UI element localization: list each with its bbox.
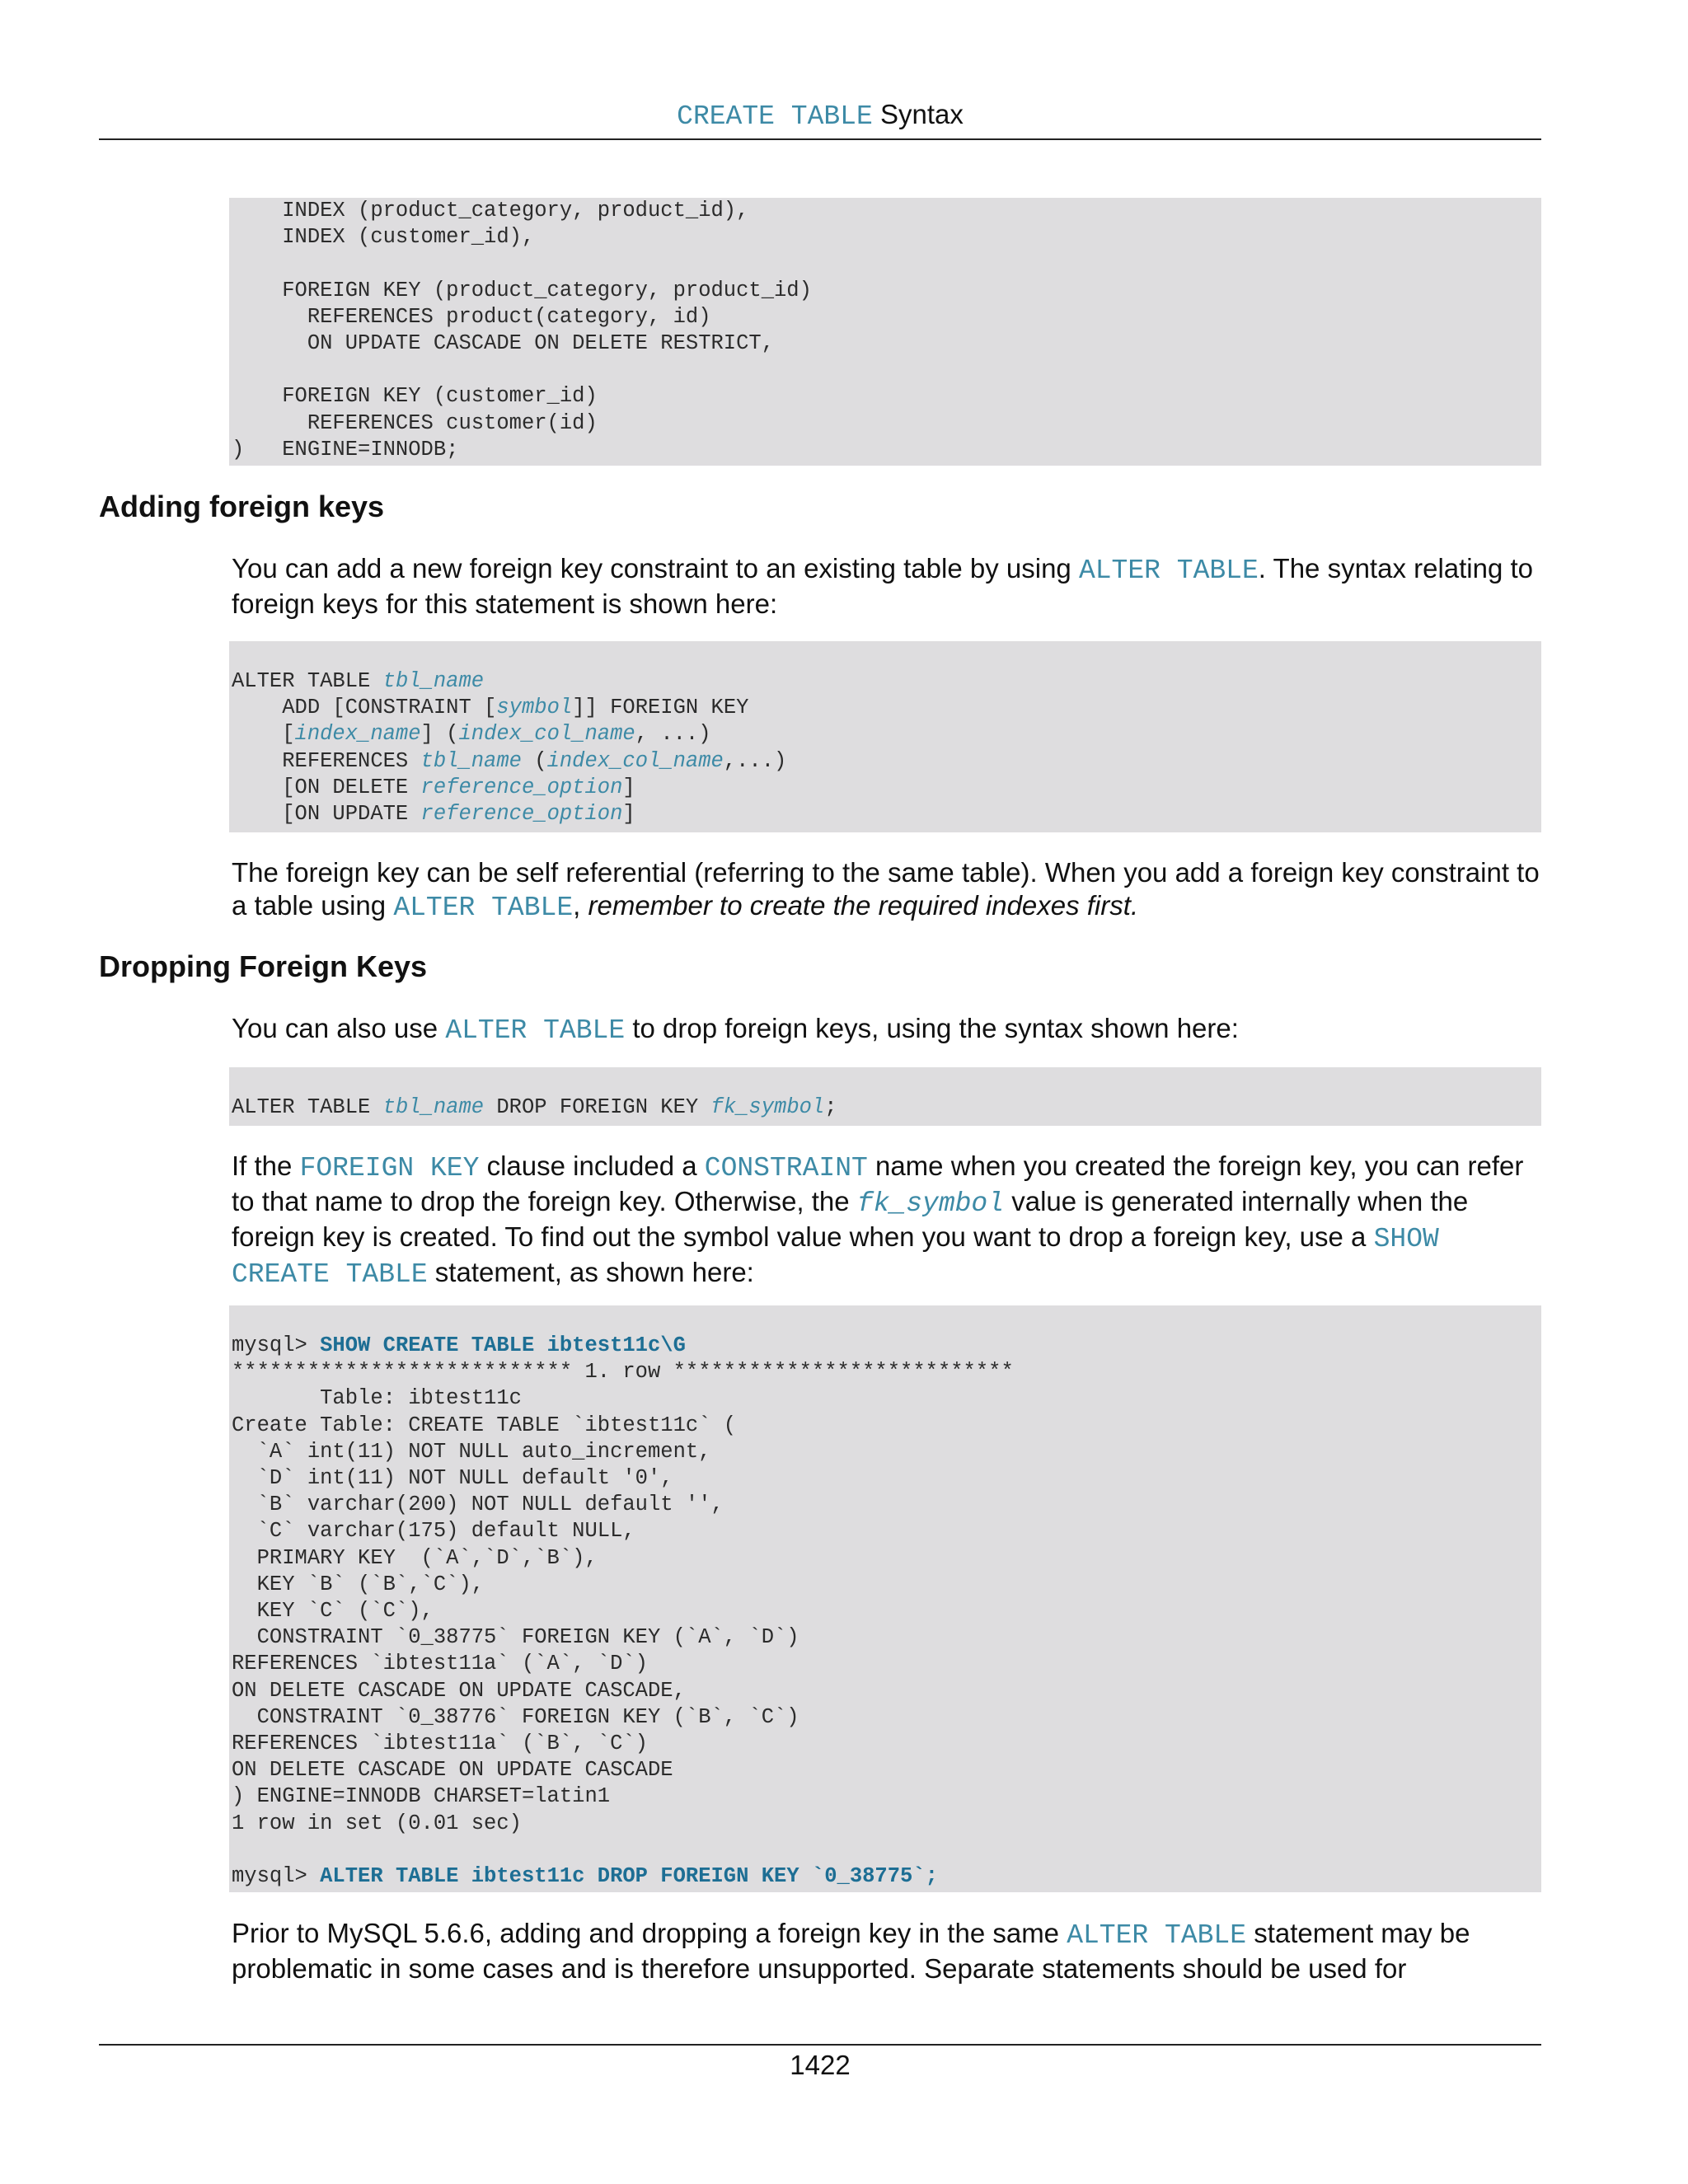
page-number: 1422 xyxy=(790,2050,851,2080)
fk-symbol-var: fk_symbol xyxy=(856,1188,1005,1219)
constraint-link[interactable]: CONSTRAINT xyxy=(704,1153,868,1183)
alter-table-link[interactable]: ALTER TABLE xyxy=(445,1015,626,1046)
code-block-create-table: INDEX (product_category, product_id), INDEX (customer_id), FOREIGN KEY (product_category, product_id) REFERENCES product(category, id) ON UPDATE CASCADE ON DELETE RESTRICT, FOREIGN KEY (customer_id) REFERENCES customer(id) ) ENGINE=INNODB; xyxy=(229,198,1541,466)
page-header xyxy=(99,97,1541,140)
section-heading-adding: Adding foreign keys xyxy=(99,490,385,523)
paragraph-drop-intro: You can also use ALTER TABLE to drop foreign keys, using the syntax shown here: xyxy=(232,1013,1239,1046)
code-block-drop-syntax: ALTER TABLE tbl_name DROP FOREIGN KEY fk_symbol; xyxy=(229,1067,1541,1126)
code-block-alter-syntax: ALTER TABLE tbl_name ADD [CONSTRAINT [symbol]] FOREIGN KEY [index_name] (index_col_name, ...) REFERENCES tbl_name (index_col_name,...) [ON DELETE reference_option] [ON UPDATE reference_option] xyxy=(229,641,1541,832)
paragraph-fk-symbol: If the FOREIGN KEY clause included a CONSTRAINT name when you created the foreign key, you can refer to that name to drop the foreign key. Otherwise, the fk_symbol value is generated internally when the foreign key is created. To find out the symbol value when you want to drop a foreign key, use a SHOW CREATE TABLE statement, as shown here: xyxy=(232,1151,1524,1290)
header-code: CREATE TABLE xyxy=(677,101,873,132)
alter-table-link[interactable]: ALTER TABLE xyxy=(393,893,574,923)
section-heading-dropping: Dropping Foreign Keys xyxy=(99,949,428,983)
foreign-key-link[interactable]: FOREIGN KEY xyxy=(299,1153,480,1183)
header-text: Syntax xyxy=(879,99,964,129)
show-create-table-link[interactable]: SHOW CREATE TABLE xyxy=(232,1224,1439,1290)
paragraph-add-fk: You can add a new foreign key constraint to an existing table by using ALTER TABLE. The syntax relating to foreign keys for this statement is shown here: xyxy=(232,553,1534,619)
footer-rule xyxy=(99,2044,1541,2046)
code-block-example: mysql> SHOW CREATE TABLE ibtest11c\G *************************** 1. row *************************** Table: ibtest11c Create Table: CREATE TABLE `ibtest11c` ( `A` int(11) NOT NULL auto_increment, `D` int(11) NOT NULL default '0', `B` varchar(200) NOT NULL default '', `C` varchar(175) default NULL, PRIMARY KEY (`A`,`D`,`B`), KEY `B` (`B`,`C`), KEY `C` (`C`), CONSTRAINT `0_38775` FOREIGN KEY (`A`, `D`) REFERENCES `ibtest11a` (`A`, `D`) ON DELETE CASCADE ON UPDATE CASCADE, CONSTRAINT `0_38776` FOREIGN KEY (`B`, `C`) REFERENCES `ibtest11a` (`B`, `C`) ON DELETE CASCADE ON UPDATE CASCADE ) ENGINE=INNODB CHARSET=latin1 1 row in set (0.01 sec) mysql> ALTER TABLE ibtest11c DROP FOREIGN KEY `0_38775`; xyxy=(229,1305,1541,1892)
paragraph-self-referential: The foreign key can be self referential (referring to the same table). When you add a foreign key constraint to a table using ALTER TABLE, remember to create the required indexes first. xyxy=(232,857,1540,923)
alter-table-link[interactable]: ALTER TABLE xyxy=(1067,1920,1247,1951)
paragraph-prior-mysql: Prior to MySQL 5.6.6, adding and dropping a foreign key in the same ALTER TABLE statement may be problematic in some cases and is therefore unsupported. Separate statements should be used for xyxy=(232,1918,1470,1984)
alter-table-link[interactable]: ALTER TABLE xyxy=(1078,555,1259,586)
